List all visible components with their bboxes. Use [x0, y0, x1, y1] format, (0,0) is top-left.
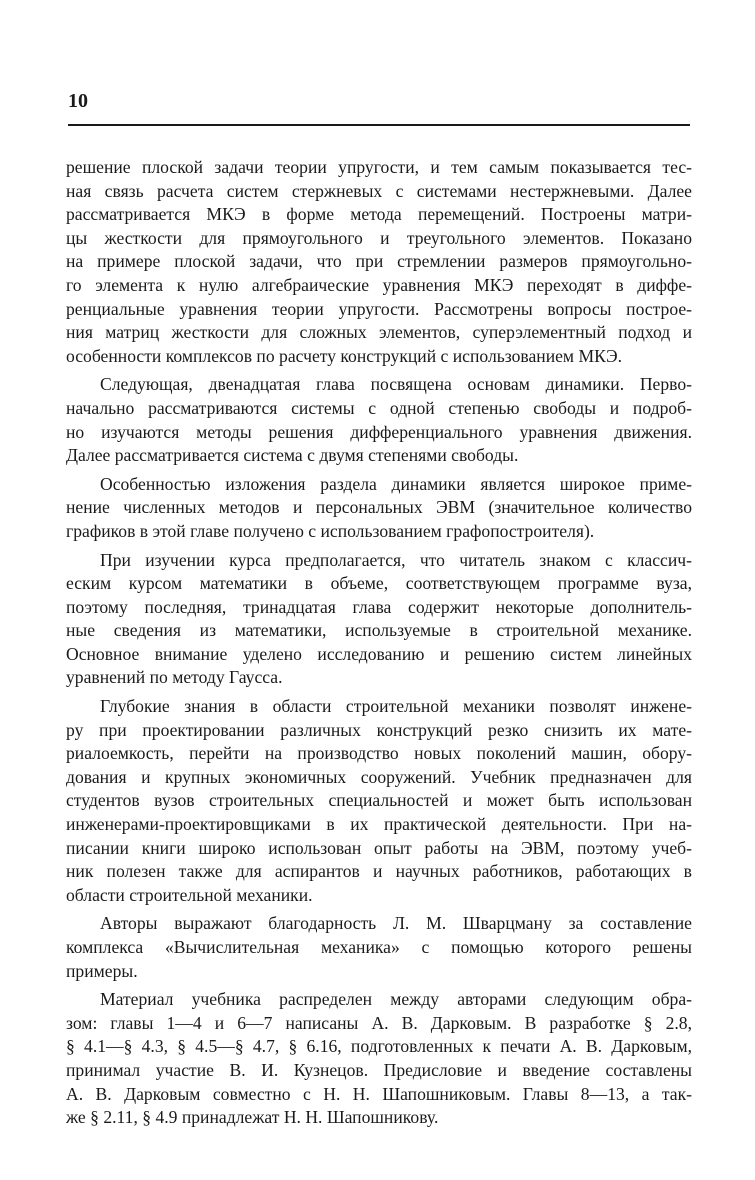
text-line: начально рассматриваются системы с одной степенью свободы и подроб- [66, 397, 692, 418]
text-line: на примере плоской задачи, что при стремлении размеров прямоугольно- [66, 251, 692, 272]
paragraph [66, 373, 692, 467]
text-line: области строительной механики. [66, 884, 313, 905]
text-line: ные сведения из математики, используемые в строительной механике. [66, 620, 692, 641]
text-line: ру при проектировании различных конструкций резко снизить их мате- [66, 719, 692, 740]
text-line: нение численных методов и персональных ЭВМ (значительное количество [66, 497, 692, 518]
text-line: но изучаются методы решения дифференциального уравнения движения. [66, 421, 692, 442]
text-line: ная связь расчета систем стержневых с системами нестержневыми. Далее [66, 180, 692, 201]
text-line: Далее рассматривается система с двумя степенями свободы. [66, 445, 519, 466]
text-line: принимал участие В. И. Кузнецов. Предисловие и введение составлены [66, 1059, 692, 1080]
text-line: Глубокие знания в области строительной механики позволят инжене- [100, 696, 692, 717]
paragraph [66, 988, 692, 1130]
text-line: § 4.1—§ 4.3, § 4.5—§ 4.7, § 6.16, подготовленных к печати А. В. Дарковым, [66, 1036, 692, 1057]
body-text [66, 156, 692, 1130]
text-line: Материал учебника распределен между авторами следующим обра- [100, 989, 692, 1010]
text-line: Основное внимание уделено исследованию и решению систем линейных [66, 643, 692, 664]
text-line: особенности комплексов по расчету конструкций с использованием МКЭ. [66, 345, 623, 366]
text-line: Авторы выражают благодарность Л. М. Шварцману за составление [100, 913, 692, 934]
text-line: же § 2.11, § 4.9 принадлежат Н. Н. Шапошникову. [66, 1107, 439, 1128]
text-line: еским курсом математики в объеме, соответствующем программе вуза, [66, 573, 692, 594]
paragraph [66, 156, 692, 368]
text-line: цы жесткости для прямоугольного и треугольного элементов. Показано [66, 227, 692, 248]
text-line: уравнений по методу Гаусса. [66, 667, 283, 688]
page-number: 10 [68, 90, 88, 112]
text-line: Следующая, двенадцатая глава посвящена основам динамики. Перво- [100, 374, 692, 395]
text-line: А. В. Дарковым совместно с Н. Н. Шапошниковым. Главы 8—13, а так- [66, 1083, 692, 1104]
paragraph [66, 549, 692, 691]
text-line: ник полезен также для аспирантов и научных работников, работающих в [66, 861, 692, 882]
text-line: инженерами-проектировщиками в их практической деятельности. При на- [66, 814, 692, 835]
text-line: го элемента к нулю алгебраические уравнения МКЭ переходят в диффе- [66, 274, 692, 295]
text-line: Особенностью изложения раздела динамики является широкое приме- [100, 473, 692, 494]
text-line: комплекса «Вычислительная механика» с помощью которого решены [66, 937, 692, 957]
paragraph [66, 695, 692, 907]
page-header [68, 86, 690, 126]
text-line: зом: главы 1—4 и 6—7 написаны А. В. Дарковым. В разработке § 2.8, [66, 1012, 692, 1033]
text-line: студентов вузов строительных специальностей и может быть использован [66, 790, 692, 811]
text-line: риалоемкость, перейти на производство новых поколений машин, обору- [66, 743, 692, 764]
paragraph [66, 473, 692, 544]
text-line: ния матриц жесткости для сложных элементов, суперэлементный подход и [66, 322, 692, 343]
paragraph [66, 912, 692, 983]
text-line: графиков в этой главе получено с использованием графопостроителя). [66, 520, 595, 541]
text-line: поэтому последняя, тринадцатая глава содержит некоторые дополнитель- [66, 596, 692, 617]
text-line: При изучении курса предполагается, что читатель знаком с классич- [100, 549, 692, 570]
text-line: ренциальные уравнения теории упругости. Рассмотрены вопросы построе- [66, 298, 692, 319]
text-line: рассматривается МКЭ в форме метода перемещений. Построены матри- [66, 204, 692, 225]
text-line: писании книги широко использован опыт работы на ЭВМ, поэтому учеб- [66, 837, 692, 858]
text-line: решение плоской задачи теории упругости, и тем самым показывается тес- [66, 157, 692, 177]
text-line: примеры. [66, 960, 138, 981]
text-line: дования и крупных экономичных сооружений. Учебник предназначен для [66, 766, 692, 787]
